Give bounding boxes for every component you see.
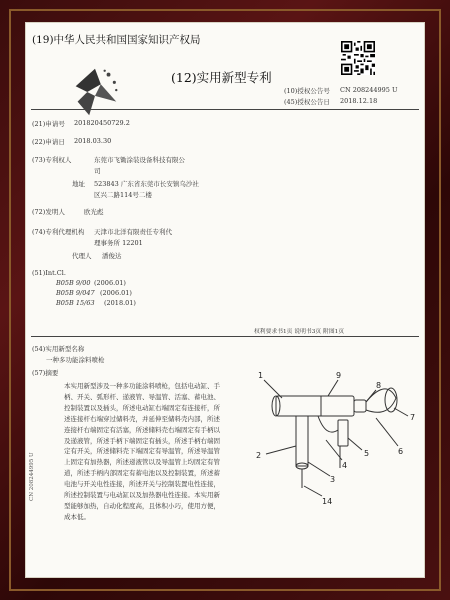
ipc-version: (2006.01) — [100, 289, 132, 297]
pub-no: CN 208244995 U — [340, 86, 398, 94]
pub-no-label: (10)授权公告号 — [284, 87, 330, 95]
field-value: 欧光彪 — [84, 208, 104, 216]
pub-date-label: (45)授权公告日 — [284, 98, 330, 106]
field-label: (51)Int.Cl. — [32, 269, 66, 277]
field-label: 地址 — [72, 180, 85, 188]
ipc-code: B05B 15/63 — [56, 299, 95, 307]
abstract-label: (57)摘要 — [32, 369, 59, 377]
field-value: 潘俊达 — [102, 252, 122, 260]
field-value: 理事务所 12201 — [94, 239, 143, 247]
drawing-label: 4 — [342, 461, 348, 470]
ipc-version: (2006.01) — [94, 279, 126, 287]
ipc-version: (2018.01) — [104, 299, 136, 307]
page-count-info: 权利要求书1页 说明书3页 附图1页 — [254, 329, 345, 335]
field-label: (21)申请号 — [32, 120, 65, 128]
drawing-label: 6 — [398, 447, 404, 456]
title-label: (54)实用新型名称 — [32, 345, 85, 353]
drawing-label: 7 — [410, 413, 416, 422]
side-publication-number: CN 208244995 U — [29, 452, 35, 501]
drawing-label: 8 — [376, 381, 382, 390]
patent-document — [25, 22, 425, 578]
drawing-label: 1 — [258, 371, 264, 380]
spray-gun-drawing — [226, 358, 426, 518]
field-value: 2018.03.30 — [74, 137, 112, 145]
ipc-code: B05B 9/00 — [56, 279, 91, 287]
header-divider — [31, 109, 419, 110]
cnipa-logo-icon — [66, 63, 124, 121]
field-value: 司 — [94, 167, 101, 175]
document-type: (12)实用新型专利 — [171, 70, 272, 85]
field-value: 天津市北洋有限责任专利代 — [94, 228, 172, 236]
utility-title: 一种多功能涂料喷枪 — [46, 356, 105, 364]
field-label: (72)发明人 — [32, 208, 65, 216]
field-label: (73)专利权人 — [32, 156, 72, 164]
drawing-label: 9 — [336, 371, 342, 380]
field-value: 201820450729.2 — [74, 119, 130, 127]
abstract-text: 本实用新型涉及一种多功能涂料喷枪，包括电动缸、手柄、开关、弧形杆、递液管、导温管、活塞、蓄电池、控制装置以及插头，所述电动缸右端固定有连接杆，所述连接杆右端穿过储料壳，并延伸至储料壳内部，所述连接杆右端固定有活塞，所述储料壳右端固定有手柄以及递液管，所述手柄下端固定有插头，所述手柄右端固定有开关，所述储料壳下端固定有导温管，所述导温管上固定有加热器，所述递液管以及导温管上均固定有管道，所述手柄内部固定有蓄电池以及控制装置，所述蓄电池与开关电性连接，所述开关与控制装置电性连接，所述控制装置与电动缸以及加热器电性连接。本实用新型能够加热，自动化程度高，且体积小巧，使用方便，成本低。 — [64, 382, 220, 521]
ipc-code: B05B 9/047 — [56, 289, 95, 297]
pub-date: 2018.12.18 — [340, 97, 378, 105]
drawing-label: 2 — [256, 451, 262, 460]
field-value: 东莞市飞锄涂装设备科技有限公 — [94, 156, 185, 164]
qr-code-icon — [341, 41, 375, 75]
drawing-label: 5 — [364, 449, 370, 458]
field-value: 区兴二路114号二楼 — [94, 191, 152, 199]
drawing-label: 3 — [330, 475, 336, 484]
drawing-label: 14 — [322, 497, 333, 506]
office-title: (19)中华人民共和国国家知识产权局 — [32, 34, 201, 46]
field-label: (22)申请日 — [32, 138, 65, 146]
field-label: (74)专利代理机构 — [32, 228, 85, 236]
section-divider — [31, 336, 419, 337]
field-label: 代理人 — [72, 252, 92, 260]
field-value: 523843 广东省东莞市长安镇乌沙社 — [94, 180, 199, 188]
